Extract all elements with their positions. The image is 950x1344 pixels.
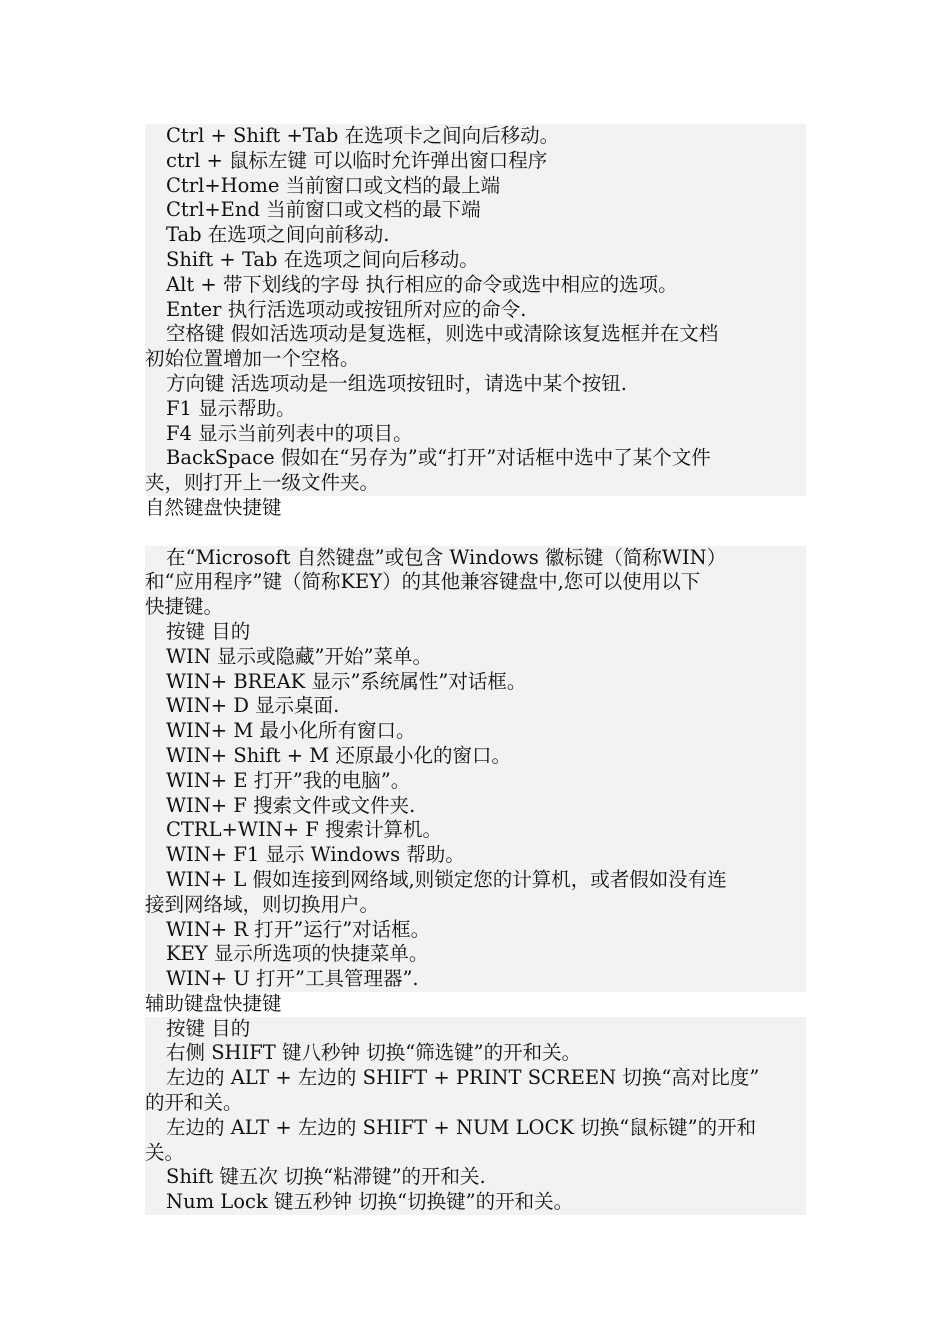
section-heading: 辅助键盘快捷键	[145, 992, 806, 1017]
text-line: WIN+ D 显示桌面.	[145, 694, 806, 719]
text-line: ctrl + 鼠标左键 可以临时允许弹出窗口程序	[145, 149, 806, 174]
text-line: WIN+ U 打开”工具管理器”.	[145, 967, 806, 992]
text-line: Tab 在选项之间向前移动.	[145, 223, 806, 248]
text-line: 左边的 ALT + 左边的 SHIFT + PRINT SCREEN 切换“高对比度”	[145, 1066, 806, 1091]
section-heading: 自然键盘快捷键	[145, 496, 806, 521]
text-line: CTRL+WIN+ F 搜索计算机。	[145, 818, 806, 843]
text-line: Alt + 带下划线的字母 执行相应的命令或选中相应的选项。	[145, 273, 806, 298]
text-line: WIN 显示或隐藏”开始”菜单。	[145, 645, 806, 670]
text-line: 按键 目的	[145, 1017, 806, 1042]
text-line: WIN+ Shift + M 还原最小化的窗口。	[145, 744, 806, 769]
text-line: BackSpace 假如在“另存为”或“打开”对话框中选中了某个文件	[145, 446, 806, 471]
text-line: 按键 目的	[145, 620, 806, 645]
text-line: 和“应用程序”键（简称KEY）的其他兼容键盘中,您可以使用以下	[145, 570, 806, 595]
text-line: 在“Microsoft 自然键盘”或包含 Windows 徽标键（简称WIN）	[145, 546, 806, 571]
text-line: F4 显示当前列表中的项目。	[145, 422, 806, 447]
text-line: WIN+ F 搜索文件或文件夹.	[145, 794, 806, 819]
text-line: 接到网络域，则切换用户。	[145, 893, 806, 918]
text-line: WIN+ BREAK 显示”系统属性”对话框。	[145, 670, 806, 695]
text-line: WIN+ F1 显示 Windows 帮助。	[145, 843, 806, 868]
text-line: KEY 显示所选项的快捷菜单。	[145, 942, 806, 967]
text-line: F1 显示帮助。	[145, 397, 806, 422]
text-line: 方向键 活选项动是一组选项按钮时，请选中某个按钮.	[145, 372, 806, 397]
text-line: Num Lock 键五秒钟 切换“切换键”的开和关。	[145, 1190, 806, 1215]
blank-line	[145, 521, 806, 546]
text-line: WIN+ R 打开”运行”对话框。	[145, 918, 806, 943]
text-line: 空格键 假如活选项动是复选框，则选中或清除该复选框并在文档	[145, 322, 806, 347]
text-line: WIN+ M 最小化所有窗口。	[145, 719, 806, 744]
text-line: 夹，则打开上一级文件夹。	[145, 471, 806, 496]
text-line: 快捷键。	[145, 595, 806, 620]
text-line: 左边的 ALT + 左边的 SHIFT + NUM LOCK 切换“鼠标键”的开和	[145, 1116, 806, 1141]
text-line: 的开和关。	[145, 1091, 806, 1116]
text-line: Ctrl+End 当前窗口或文档的最下端	[145, 198, 806, 223]
text-line: 初始位置增加一个空格。	[145, 347, 806, 372]
text-line: Shift + Tab 在选项之间向后移动。	[145, 248, 806, 273]
text-line: WIN+ L 假如连接到网络域,则锁定您的计算机，或者假如没有连	[145, 868, 806, 893]
document-text-block	[145, 124, 806, 1215]
text-line: Shift 键五次 切换“粘滞键”的开和关.	[145, 1165, 806, 1190]
text-line: WIN+ E 打开”我的电脑”。	[145, 769, 806, 794]
text-line: Ctrl + Shift +Tab 在选项卡之间向后移动。	[145, 124, 806, 149]
text-line: 关。	[145, 1141, 806, 1166]
text-line: Enter 执行活选项动或按钮所对应的命令.	[145, 298, 806, 323]
text-line: 右侧 SHIFT 键八秒钟 切换“筛选键”的开和关。	[145, 1041, 806, 1066]
text-line: Ctrl+Home 当前窗口或文档的最上端	[145, 174, 806, 199]
